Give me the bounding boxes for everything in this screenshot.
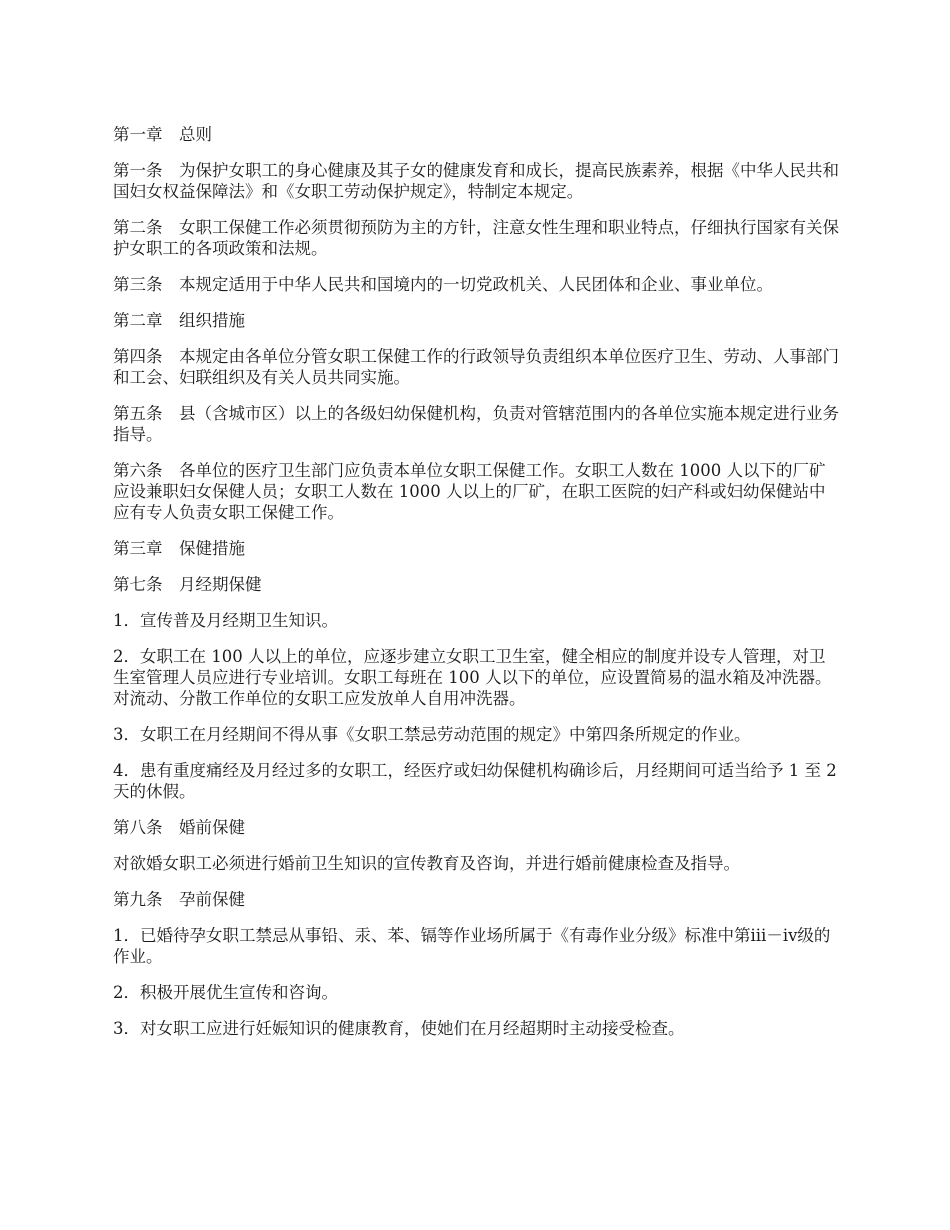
article-paragraph: 第二条 女职工保健工作必须贯彻预防为主的方针，注意女性生理和职业特点，仔细执行国家有关保护女职工的各项政策和法规。 — [113, 218, 839, 258]
article-paragraph: 第五条 县（含城市区）以上的各级妇幼保健机构，负责对管辖范围内的各单位实施本规定进行业务指导。 — [113, 404, 839, 444]
chapter-heading: 第三章 保健措施 — [113, 539, 245, 558]
article-paragraph: 第三条 本规定适用于中华人民共和国境内的一切党政机关、人民团体和企业、事业单位。 — [113, 275, 773, 294]
article-paragraph: 第一条 为保护女职工的身心健康及其子女的健康发育和成长，提高民族素养，根据《中华人民共和国妇女权益保障法》和《女职工劳动保护规定》，特制定本规定。 — [113, 161, 839, 201]
article-paragraph: 对欲婚女职工必须进行婚前卫生知识的宣传教育及咨询，并进行婚前健康检查及指导。 — [113, 854, 740, 873]
article-paragraph: 第四条 本规定由各单位分管女职工保健工作的行政领导负责组织本单位医疗卫生、劳动、人事部门和工会、妇联组织及有关人员共同实施。 — [113, 347, 839, 387]
list-item: 4．患有重度痛经及月经过多的女职工，经医疗或妇幼保健机构确诊后，月经期间可适当给予 1 至 2 天的休假。 — [113, 761, 842, 801]
chapter-heading: 第一章 总则 — [113, 125, 212, 144]
article-heading: 第九条 孕前保健 — [113, 890, 245, 909]
document-body — [113, 124, 841, 1054]
article-heading: 第八条 婚前保健 — [113, 818, 245, 837]
article-paragraph: 第六条 各单位的医疗卫生部门应负责本单位女职工保健工作。女职工人数在 1000 人以下的厂矿应设兼职妇女保健人员；女职工人数在 1000 人以上的厂矿，在职工医院的妇产科或妇幼保健站中应有专人负责女职工保健工作。 — [113, 461, 826, 522]
list-item: 3．对女职工应进行妊娠知识的健康教育，使她们在月经超期时主动接受检查。 — [113, 1019, 685, 1038]
list-item: 1．已婚待孕女职工禁忌从事铅、汞、苯、镉等作业场所属于《有毒作业分级》标准中第ⅲ－ⅳ级的作业。 — [113, 926, 831, 966]
list-item: 3．女职工在月经期间不得从事《女职工禁忌劳动范围的规定》中第四条所规定的作业。 — [113, 725, 751, 744]
list-item: 2．积极开展优生宣传和咨询。 — [113, 983, 338, 1002]
article-heading: 第七条 月经期保健 — [113, 575, 262, 594]
list-item: 1．宣传普及月经期卫生知识。 — [113, 611, 338, 630]
list-item: 2．女职工在 100 人以上的单位，应逐步建立女职工卫生室，健全相应的制度并设专人管理，对卫生室管理人员应进行专业培训。女职工每班在 100 人以下的单位，应设置简易的温水箱及冲洗器。对流动、分散工作单位的女职工应发放单人自用冲洗器。 — [113, 647, 832, 708]
chapter-heading: 第二章 组织措施 — [113, 311, 245, 330]
